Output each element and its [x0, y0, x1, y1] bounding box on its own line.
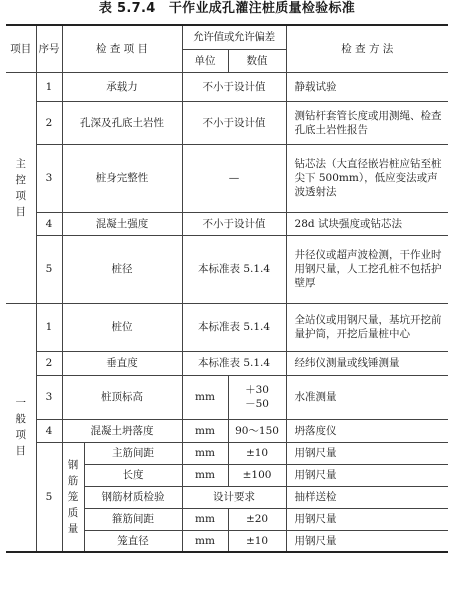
method-cell: 井径仪或超声波检测，干作业时用钢尺量，人工挖孔桩不包括护壁厚	[286, 235, 448, 303]
item-cell: 箍筋间距	[84, 508, 182, 530]
item-cell: 垂直度	[62, 351, 182, 375]
seq-cell: 1	[36, 72, 62, 101]
value-cell: ±10	[228, 442, 286, 464]
item-cell: 桩身完整性	[62, 144, 182, 212]
value-cell: ±10	[228, 530, 286, 552]
seq-cell: 4	[36, 212, 62, 235]
method-cell: 用钢尺量	[286, 442, 448, 464]
method-cell: 钻芯法（大直径嵌岩桩应钻至桩尖下 500mm），低应变法或声波透射法	[286, 144, 448, 212]
item-cell: 混凝土强度	[62, 212, 182, 235]
header-value: 数值	[228, 49, 286, 72]
item-cell: 承载力	[62, 72, 182, 101]
method-cell: 用钢尺量	[286, 464, 448, 486]
category-general: 一般项目	[6, 303, 36, 552]
table-row	[6, 375, 448, 419]
table-row	[6, 101, 448, 144]
header-allowance: 允许值或允许偏差	[182, 25, 286, 49]
unit-cell: mm	[182, 375, 228, 419]
unit-cell: mm	[182, 464, 228, 486]
method-cell: 静载试验	[286, 72, 448, 101]
item-cell: 混凝土坍落度	[62, 419, 182, 442]
seq-cell: 3	[36, 144, 62, 212]
method-cell: 用钢尺量	[286, 530, 448, 552]
unit-cell: mm	[182, 530, 228, 552]
item-cell: 笼直径	[84, 530, 182, 552]
table-row	[6, 235, 448, 303]
header-category: 项目	[6, 25, 36, 72]
value-cell: 本标准表 5.1.4	[182, 235, 286, 303]
method-cell: 抽样送检	[286, 486, 448, 508]
value-cell: —	[182, 144, 286, 212]
table-row	[6, 442, 448, 464]
method-cell: 水准测量	[286, 375, 448, 419]
table-row	[6, 72, 448, 101]
item-cell: 主筋间距	[84, 442, 182, 464]
header-item: 检 查 项 目	[62, 25, 182, 72]
item-cell: 孔深及孔底土岩性	[62, 101, 182, 144]
value-cell	[228, 375, 286, 419]
seq-cell: 5	[36, 235, 62, 303]
method-cell: 测钻杆套管长度或用测绳、检查孔底土岩性报告	[286, 101, 448, 144]
value-cell: 不小于设计值	[182, 101, 286, 144]
value-cell: 90～150	[228, 419, 286, 442]
method-cell: 28d 试块强度或钻芯法	[286, 212, 448, 235]
value-cell: ±20	[228, 508, 286, 530]
table-row	[6, 212, 448, 235]
value-cell: ±100	[228, 464, 286, 486]
value-cell: 不小于设计值	[182, 212, 286, 235]
value-cell: 不小于设计值	[182, 72, 286, 101]
seq-cell: 4	[36, 419, 62, 442]
table-title: 表 5.7.4 干作业成孔灌注桩质量检验标准	[98, 1, 356, 16]
header-unit: 单位	[182, 49, 228, 72]
table-row	[6, 419, 448, 442]
table-row	[6, 351, 448, 375]
item-cell: 桩径	[62, 235, 182, 303]
seq-cell: 3	[36, 375, 62, 419]
seq-cell: 1	[36, 303, 62, 351]
seq-cell: 5	[36, 442, 62, 552]
method-cell: 经纬仪测量或线锤测量	[286, 351, 448, 375]
table-row	[6, 144, 448, 212]
seq-cell: 2	[36, 101, 62, 144]
item-cell: 桩顶标高	[62, 375, 182, 419]
value-cell: 设计要求	[182, 486, 286, 508]
header-seq: 序号	[36, 25, 62, 72]
value-lower: －50	[245, 398, 269, 410]
unit-cell: mm	[182, 442, 228, 464]
quality-standard-table	[6, 24, 448, 553]
table-row	[6, 303, 448, 351]
value-cell: 本标准表 5.1.4	[182, 303, 286, 351]
category-main: 主控项目	[6, 72, 36, 303]
header-row	[6, 25, 448, 49]
method-cell: 全站仪或用钢尺量，基坑开挖前量护筒，开挖后量桩中心	[286, 303, 448, 351]
unit-cell: mm	[182, 508, 228, 530]
method-cell: 坍落度仪	[286, 419, 448, 442]
item-cell: 钢筋材质检验	[84, 486, 182, 508]
seq-cell: 2	[36, 351, 62, 375]
item-cell: 桩位	[62, 303, 182, 351]
method-cell: 用钢尺量	[286, 508, 448, 530]
unit-cell: mm	[182, 419, 228, 442]
value-upper: ＋30	[245, 384, 269, 396]
item-cell: 长度	[84, 464, 182, 486]
group-cage-quality: 钢筋笼质量	[62, 442, 84, 552]
header-method: 检 查 方 法	[286, 25, 448, 72]
value-cell: 本标准表 5.1.4	[182, 351, 286, 375]
